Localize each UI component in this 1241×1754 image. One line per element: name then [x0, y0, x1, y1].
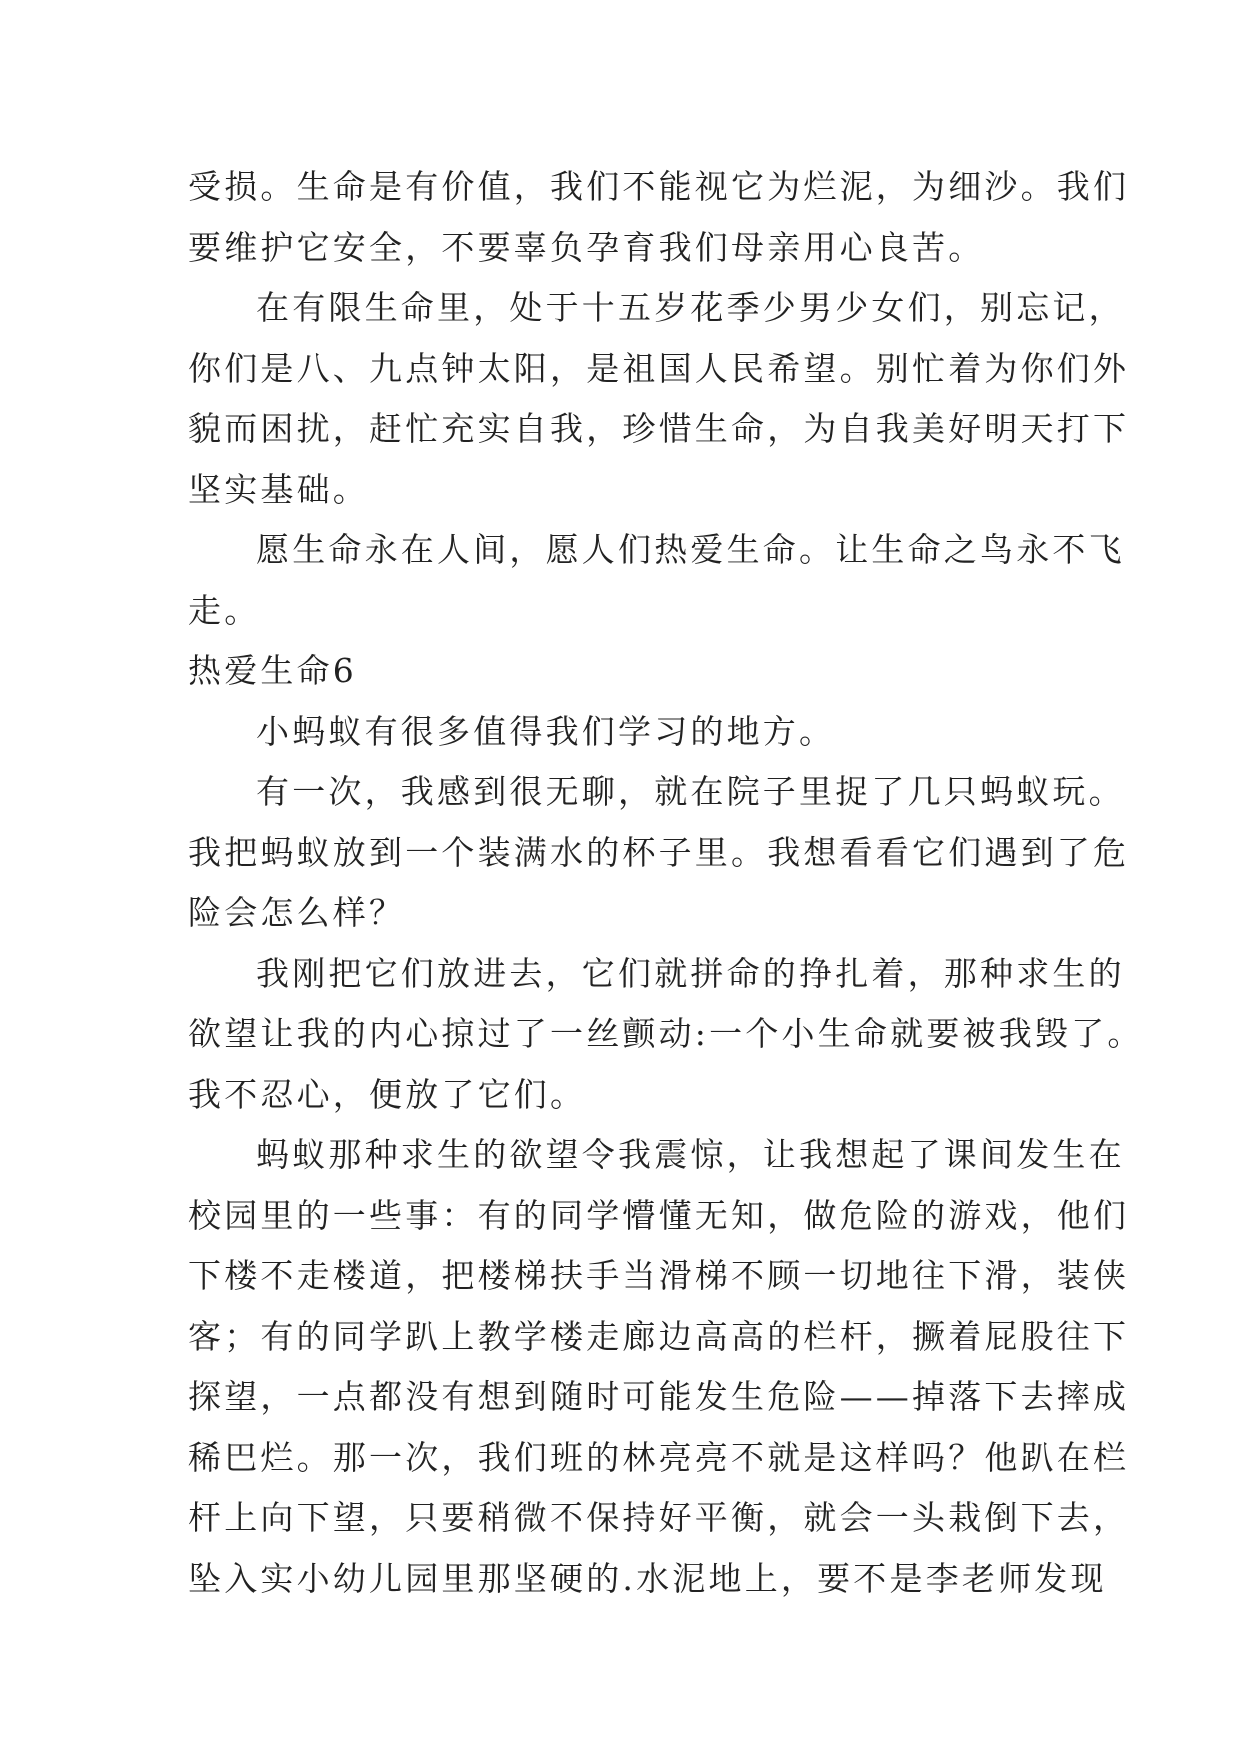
- text-line: 探望，一点都没有想到随时可能发生危险——掉落下去摔成: [188, 1377, 1130, 1416]
- text-line: 杆上向下望，只要稍微不保持好平衡，就会一头栽倒下去，: [188, 1498, 1130, 1537]
- text-line: 热爱生命6: [188, 651, 357, 690]
- text-line: 有一次，我感到很无聊，就在院子里捉了几只蚂蚁玩。: [256, 772, 1125, 811]
- document-body: [188, 157, 1144, 1609]
- text-line: 愿生命永在人间，愿人们热爱生命。让生命之鸟永不飞: [256, 530, 1125, 569]
- text-line: 受损。生命是有价值，我们不能视它为烂泥，为细沙。我们: [188, 167, 1130, 206]
- text-line: 校园里的一些事：有的同学懵懂无知，做危险的游戏，他们: [188, 1195, 1130, 1235]
- text-line: 貌而困扰，赶忙充实自我，珍惜生命，为自我美好明天打下: [188, 409, 1130, 448]
- text-line: 要维护它安全，不要辜负孕育我们母亲用心良苦。: [188, 227, 985, 267]
- text-line: 在有限生命里，处于十五岁花季少男少女们，别忘记，: [256, 288, 1125, 327]
- text-line: 小蚂蚁有很多值得我们学习的地方。: [256, 711, 836, 751]
- text-line: 坠入实小幼儿园里那坚硬的.水泥地上，要不是李老师发现: [188, 1558, 1107, 1598]
- text-line: 我不忍心，便放了它们。: [188, 1074, 587, 1114]
- text-line: 下楼不走楼道，把楼梯扶手当滑梯不顾一切地往下滑，装侠: [188, 1256, 1130, 1295]
- text-line: 稀巴烂。那一次，我们班的林亮亮不就是这样吗？他趴在栏: [188, 1437, 1130, 1477]
- text-line: 客；有的同学趴上教学楼走廊边高高的栏杆，撅着屁股往下: [188, 1316, 1130, 1356]
- text-line: 欲望让我的内心掠过了一丝颤动:一个小生命就要被我毁了。: [188, 1014, 1144, 1053]
- text-line: 走。: [188, 590, 261, 630]
- text-line: 蚂蚁那种求生的欲望令我震惊，让我想起了课间发生在: [256, 1135, 1125, 1174]
- text-line: 我刚把它们放进去，它们就拼命的挣扎着，那种求生的: [256, 953, 1125, 993]
- text-line: 我把蚂蚁放到一个装满水的杯子里。我想看看它们遇到了危: [188, 832, 1130, 872]
- text-line: 坚实基础。: [188, 469, 369, 509]
- text-line: 险会怎么样？: [188, 893, 406, 932]
- text-line: 你们是八、九点钟太阳，是祖国人民希望。别忙着为你们外: [188, 348, 1130, 388]
